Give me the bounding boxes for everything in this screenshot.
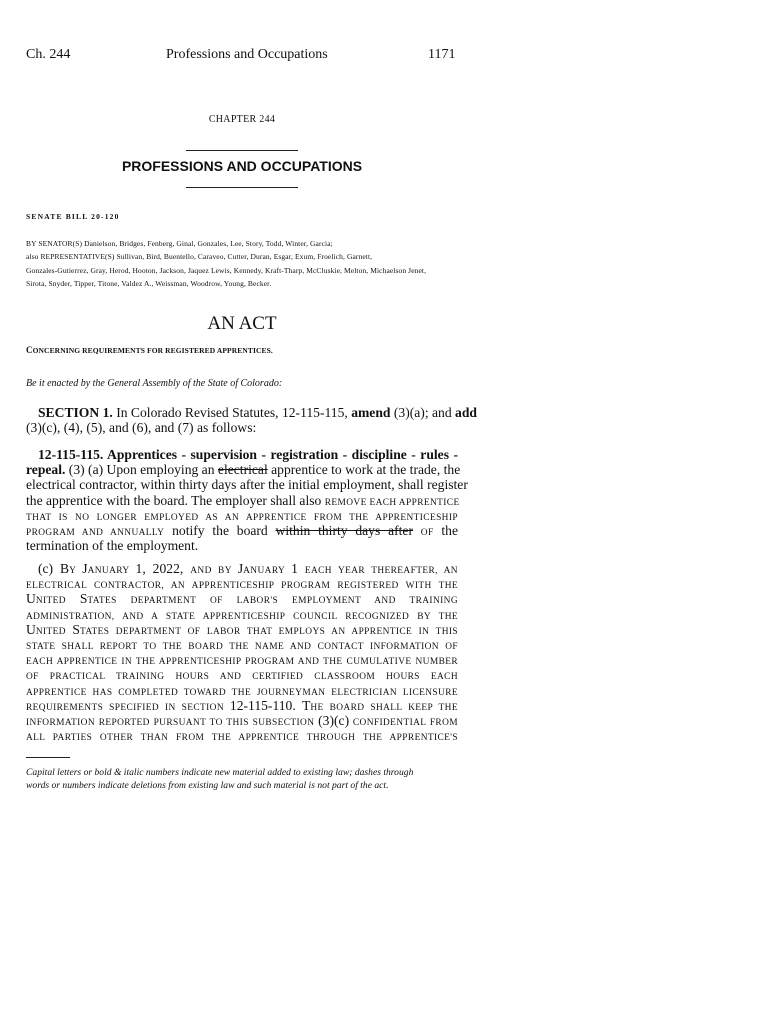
- regular-text: 12-115-110. T: [229, 697, 311, 713]
- regular-text: (c) B: [38, 561, 70, 576]
- added-text: THAT IS NO LONGER EMPLOYED AS AN APPRENTICE FROM THE APPRENTICESHIP: [26, 512, 458, 523]
- small-caps-text: REQUIREMENTS SPECIFIED IN SECTION: [26, 702, 230, 713]
- enacting-clause: Be it enacted by the General Assembly of the State of Colorado:: [26, 378, 283, 389]
- small-caps-text: NITED: [35, 626, 73, 637]
- subsection-c-line: [26, 607, 458, 622]
- added-text: OF: [420, 527, 434, 538]
- regular-text: 1: [291, 561, 305, 576]
- statute-text: the apprentice with the board. The employer shall also: [26, 492, 322, 508]
- subsection-c-line: [26, 561, 458, 576]
- small-caps-text: ELECTRICAL CONTRACTOR, AN APPRENTICESHIP PROGRAM REGISTERED WITH THE: [26, 581, 458, 592]
- small-caps-text: TATES DEPARTMENT OF LABOR'S EMPLOYMENT AND TRAINING: [87, 596, 458, 607]
- deleted-text: electrical: [217, 462, 268, 478]
- small-caps-text: CONFIDENTIAL FROM: [349, 717, 458, 728]
- small-caps-text: ALL PARTIES OTHER THAN FROM THE APPRENTICE THROUGH THE APPRENTICE'S: [26, 733, 458, 744]
- statute-line: [26, 462, 461, 478]
- small-caps-text: EACH YEAR THEREAFTER, AN: [304, 566, 458, 576]
- chapter-number: CHAPTER 244: [208, 114, 276, 125]
- section-1-line: (3)(c), (4), (5), and (6), and (7) as follows:: [26, 420, 257, 436]
- title-rule-top: [186, 150, 298, 151]
- statute-line: termination of the employment.: [26, 538, 199, 554]
- small-caps-text: TATES DEPARTMENT OF LABOR THAT EMPLOYS AN APPRENTICE IN THIS: [79, 626, 458, 637]
- added-text: PROGRAM AND ANNUALLY: [26, 527, 165, 538]
- statute-line: electrical contractor, within thirty days after the initial employment, shall register: [26, 477, 468, 493]
- add-keyword: add: [455, 405, 477, 420]
- statute-line: [26, 493, 458, 508]
- bill-number: SENATE BILL 20-120: [26, 212, 120, 221]
- small-caps-text: Y: [69, 566, 83, 576]
- act-title-rest: ONCERNING REQUIREMENTS FOR REGISTERED APPRENTICES.: [32, 346, 273, 355]
- running-title: Professions and Occupations: [166, 47, 328, 62]
- chapter-title: PROFESSIONS AND OCCUPATIONS: [121, 158, 363, 174]
- small-caps-text: INFORMATION REPORTED PURSUANT TO THIS SUBSECTION: [26, 717, 319, 728]
- small-caps-text: HE BOARD SHALL KEEP THE: [310, 702, 458, 713]
- section-text: (3)(a); and: [393, 405, 452, 420]
- subsection-c-line: [26, 652, 458, 667]
- act-title: [26, 345, 273, 355]
- statute-line: [26, 523, 458, 538]
- regular-text: S: [79, 591, 88, 607]
- regular-text: U: [26, 591, 36, 607]
- subsection-c-line: [26, 591, 458, 606]
- small-caps-text: OF PRACTICAL TRAINING HOURS AND CERTIFIED CLASSROOM HOURS EACH: [26, 672, 458, 683]
- section-label: SECTION 1.: [38, 405, 113, 420]
- subsection-c-line: [26, 637, 458, 652]
- title-rule-bottom: [186, 187, 298, 188]
- sponsors-line: BY SENATOR(S) Danielson, Bridges, Fenberg, Ginal, Gonzales, Lee, Story, Todd, Winter, Garcia;: [26, 239, 333, 248]
- small-caps-text: NITED: [35, 596, 80, 607]
- amend-keyword: amend: [351, 405, 391, 420]
- small-caps-text: STATE SHALL REPORT TO THE BOARD THE NAME AND CONTACT INFORMATION OF: [26, 641, 458, 652]
- regular-text: J: [82, 561, 88, 576]
- statute-section: [26, 447, 468, 554]
- regular-text: U: [26, 621, 36, 637]
- regular-text: (3)(c): [318, 712, 350, 728]
- statute-text: the: [441, 522, 458, 538]
- statute-text: notify the board: [172, 522, 268, 538]
- footnote-line: Capital letters or bold & italic numbers indicate new material added to existing law; dashes through: [26, 767, 414, 778]
- statute-heading: [26, 447, 458, 462]
- small-caps-text: AND BY: [190, 566, 238, 576]
- regular-text: J: [237, 561, 244, 576]
- small-caps-text: ANUARY: [87, 566, 136, 576]
- deleted-text: within thirty days after: [275, 522, 413, 538]
- act-title-initial: C: [26, 345, 33, 355]
- page-number: 1171: [428, 47, 456, 62]
- section-text: In Colorado Revised Statutes, 12-115-115,: [116, 405, 348, 420]
- sponsors-line: Sirota, Snyder, Tipper, Titone, Valdez A., Weissman, Woodrow, Young, Becker.: [26, 279, 272, 289]
- subsection-c-line: [26, 667, 458, 682]
- section-1: [26, 405, 477, 436]
- small-caps-text: ANUARY: [243, 566, 292, 576]
- statute-heading-text: 12-115-115. Apprentices - supervision - registration - discipline - rules -: [38, 447, 458, 462]
- subsection-c-line: [26, 622, 458, 637]
- footnote-line: words or numbers indicate deletions from existing law and such material is not part of the act.: [26, 779, 389, 791]
- small-caps-text: ADMINISTRATION, AND A STATE APPRENTICESHIP COUNCIL RECOGNIZED BY THE: [26, 611, 458, 622]
- sponsors-line: Gonzales-Gutierrez, Gray, Herod, Hooton, Jackson, Jaquez Lewis, Kennedy, Kraft-Tharp, McCluskie, Melton, Michaelson Jenet,: [26, 265, 427, 275]
- regular-text: 1, 2022,: [135, 561, 191, 576]
- footnote-rule: [26, 757, 70, 758]
- added-text: REMOVE EACH APPRENTICE: [324, 497, 460, 508]
- sponsors-line: also REPRESENTATIVE(S) Sullivan, Bird, Buentello, Caraveo, Cutter, Duran, Esgar, Exum, Froelich, Garnett,: [26, 252, 373, 262]
- statute-heading-end: repeal.: [26, 462, 66, 478]
- subsection-c-line: [26, 713, 458, 728]
- statute-text: (3) (a) Upon employing an: [68, 462, 215, 478]
- act-heading: AN ACT: [207, 313, 277, 334]
- small-caps-text: EACH APPRENTICE IN THE APPRENTICESHIP PROGRAM AND THE CUMULATIVE NUMBER: [26, 657, 458, 668]
- section-1-line: [26, 405, 477, 420]
- subsection-c-line: [26, 728, 458, 743]
- subsection-c: [26, 561, 458, 743]
- regular-text: S: [72, 621, 80, 637]
- chapter-reference: Ch. 244: [26, 47, 71, 62]
- footnote: [26, 767, 466, 792]
- subsection-c-line: [26, 683, 458, 698]
- sponsors-list: [26, 237, 466, 291]
- statute-line: [26, 508, 458, 523]
- statute-text: apprentice to work at the trade, the: [271, 462, 461, 478]
- subsection-c-line: [26, 576, 458, 591]
- small-caps-text: APPRENTICE HAS COMPLETED TOWARD THE JOURNEYMAN ELECTRICIAN LICENSURE: [26, 687, 458, 698]
- subsection-c-line: [26, 698, 458, 713]
